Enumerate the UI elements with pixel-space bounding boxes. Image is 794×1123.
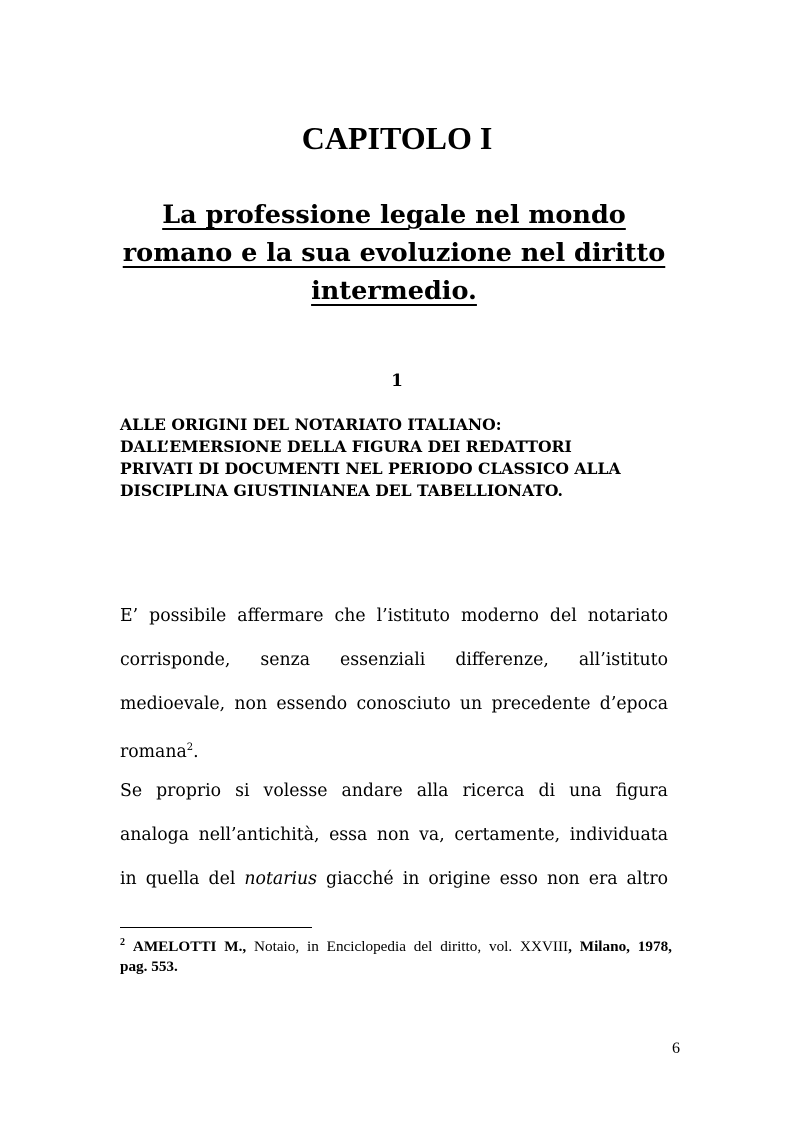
footnote-author: AMELOTTI M., [132, 938, 247, 955]
section-heading-line: DALL’EMERSIONE DELLA FIGURA DEI REDATTORI [120, 437, 572, 456]
section-heading [120, 414, 680, 502]
footnote-reference: 2 [186, 742, 194, 753]
paragraph-line: E’ possibile affermare che l’istituto moderno del notariato [120, 606, 668, 626]
footnote-publication: , Milano, 1978, [568, 938, 672, 955]
footnote [120, 933, 672, 977]
paragraph-line: corrisponde, senza essenziali differenze, all’istituto [120, 650, 668, 670]
italic-term: notarius [244, 869, 317, 889]
chapter-title: CAPITOLO I [301, 120, 493, 156]
paragraph-line: Se proprio si volesse andare alla ricerca di una figura [120, 781, 668, 801]
footnote-line [120, 933, 672, 957]
section-number: 1 [391, 371, 403, 391]
paragraph-line: medioevale, non essendo conosciuto un precedente d’epoca [120, 694, 668, 714]
footnote-text: Notaio, in Enciclopedia del diritto, vol. XXVIII [246, 938, 569, 955]
footnote-line: pag. 553. [120, 958, 178, 975]
section-heading-line: ALLE ORIGINI DEL NOTARIATO ITALIANO: [120, 415, 502, 434]
paragraph-text: in quella del [120, 869, 245, 889]
paragraph-line: analoga nell’antichità, essa non va, certamente, individuata [120, 825, 668, 845]
footnote-separator [120, 927, 312, 928]
section-heading-line: PRIVATI DI DOCUMENTI NEL PERIODO CLASSICO ALLA [120, 459, 621, 478]
section-heading-line: DISCIPLINA GIUSTINIANEA DEL TABELLIONATO. [120, 481, 563, 500]
paragraph-line [120, 857, 668, 901]
body-paragraph [120, 769, 668, 901]
paragraph-line [120, 726, 668, 774]
paragraph-text: romana [120, 742, 187, 762]
paragraph-text: giacché in origine esso non era altro [316, 869, 668, 889]
footnote-marker: 2 [120, 937, 125, 948]
body-paragraph [120, 594, 668, 774]
chapter-subtitle: La professione legale nel mondo romano e la sua evoluzione nel diritto intermedio. [122, 200, 666, 306]
page-number: 6 [672, 1040, 680, 1057]
paragraph-text: . [193, 742, 199, 762]
